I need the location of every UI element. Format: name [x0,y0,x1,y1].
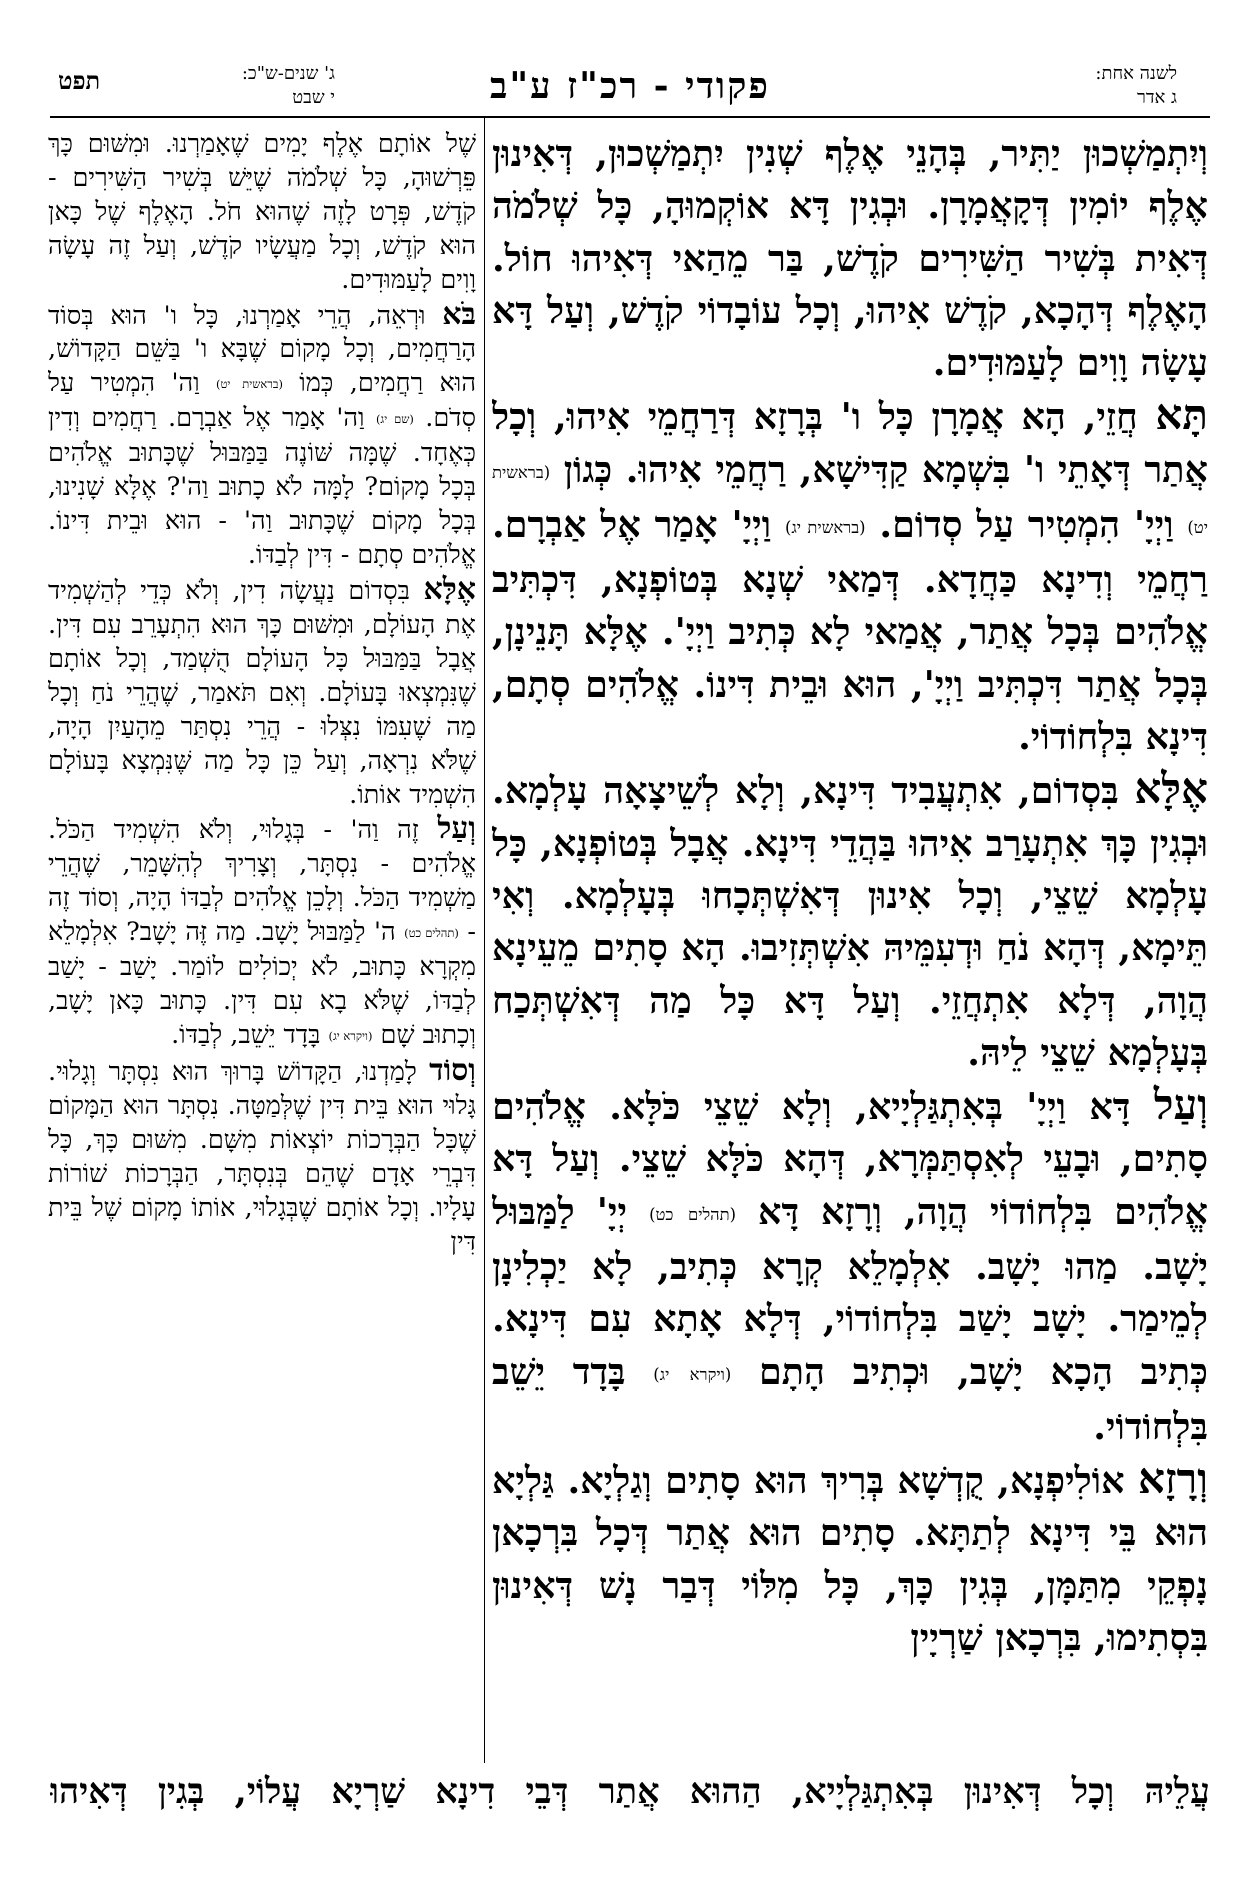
study-schedule-date: ג אדר [1137,87,1177,108]
source-reference: (בראשית יג) [784,517,866,537]
main-paragraph-2 [492,389,1208,763]
side-paragraph-2-lead: בֹּא [442,296,476,332]
header-divider [50,116,1210,118]
main-paragraph-2-text-a: חֲזֵי, הָא אֲמָרָן כָּל ו' בְּרָזָא דְּרַחֲמֵי אִיהוּ, וְכָל אֲתַר דְּאָתֵי ו' בִּשְׁמָא קַדִּישָׁא, רַחֲמֵי אִיהוּ. כְּגוֹן [492,395,1208,491]
side-paragraph-2 [48,298,476,574]
source-reference: (ויקרא יג) [653,1364,732,1384]
source-reference: (בראשית יט) [492,462,1208,537]
header-left-info [135,62,335,112]
side-paragraph-5 [48,1054,476,1259]
main-paragraph-5-text: אוֹלִיפְנָא, קֻדְשָׁא בְּרִיךְ הוּא סָתִים וְגַלְיָא. גַּלְיָא הוּא בֵּי דִּינָא לְתַתָּא. סָתִים הוּא אֲתַר דְּכָל בִּרְכָאן נָפְקֵי מִתַּמָּן, בְּגִין כָּךְ, כָּל מִלּוֹי דְּבַר נָשׁ דְּאִינוּן בִּסְתִימוּ, בִּרְכָאן שַׁרְיָין [492,1459,1208,1659]
page-number: תפט [58,66,101,95]
main-paragraph-3-lead: אֶלָּא [1134,764,1208,814]
main-paragraph-3 [492,763,1208,1079]
source-reference: (תהלים כט) [649,1204,737,1224]
study-schedule-date-alt: י שבט [292,87,335,108]
translation-column [48,128,476,1768]
source-reference: (תהלים כט) [404,926,459,941]
side-paragraph-2-text-a: וּרְאֵה, הֲרֵי אָמַרְנוּ, כָּל ו' הוּא בְּסוֹד הָרַחֲמִים, וְכָל מָקוֹם שֶׁבָּא ו' בַּשֵּׁם הַקָּדוֹשׁ, הוּא רַחֲמִים, כְּמוֹ [48,300,476,399]
header-right-info [1037,62,1177,112]
main-paragraph-2-text-b: וַיְיָ' הִמְטִיר עַל סְדוֹם. [865,502,1188,546]
study-schedule-label: לשנה אחת: [1095,63,1177,84]
main-paragraph-4-text-a: דָּא וַיְיָ' בְּאִתְגַּלְיָיא, וְלָא שֵׁצֵי כֹּלָּא. אֱלֹהִים סָתִים, וּבָעֵי לְאִסְתַּמְּרָא, דְּהָא כֹּלָּא שֵׁצֵי. וְעַל דָּא אֱלֹהִים בִּלְחוֹדוֹי הֲוָה, וְרָזָא דָּא [492,1085,1208,1233]
main-paragraph-2-lead: תָּא [1155,390,1208,440]
side-paragraph-4-text-a: זֶה וַה' - בְּגָלוּי, וְלֹא הִשְׁמִיד הַכֹּל. אֱלֹהִים - נִסְתָּר, וְצָרִיךְ לְהִשָּׁמֵר, שֶׁהֲרֵי מַשְׁמִיד הַכֹּל. וְלָכֵן אֱלֹהִים לְבַדּוֹ הָיָה, וְסוֹד זֶה - [48,815,476,948]
side-paragraph-3-lead: אֶלָּא [423,572,476,608]
side-paragraph-3 [48,573,476,812]
full-width-bottom-line: עֲלֵיהּ וְכָל דְּאִינוּן בְּאִתְגַּלְיָיא, הַהוּא אֲתַר דְּבֵי דִינָא שַׁרְיָא עֲלוֹי, בְּגִין דְּאִיהוּ [50,1771,1210,1812]
main-paragraph-1: וְיִתְמַשְׁכוּן יַתִּיר, בְּהָנֵי אֶלֶף שְׁנִין יִתְמַשְׁכוּן, דְּאִינוּן אֶלֶף יוֹמִין דְּקָאֲמָרָן. וּבְגִין דָּא אוֹקְמוּהָ, כָּל שְׁלֹמֹה דְּאִית בְּשִׁיר הַשִּׁירִים קֹדֶשׁ, בַּר מֵהַאי דְּאִיהוּ חוֹל. הָאֶלֶף דְּהָכָא, קֹדֶשׁ אִיהוּ, וְכָל עוֹבָדוֹי קֹדֶשׁ, וְעַל דָּא עָשָׂה וָוִים לָעַמּוּדִים. [492,132,1208,385]
source-reference: (בראשית יט) [216,377,283,392]
source-reference: (ויקרא יג) [328,1029,373,1044]
side-paragraph-4-text-b: ה' לַמַּבּוּל יָשָׁב. מַה זֶּה יָשָׁב? אִלְמָלֵא מִקְרָא כָּתוּב, לֹא יְכוֹלִים לוֹמַר. יָשַׁב - יָשַׁב לְבַדּוֹ, שֶׁלֹּא בָא עִם דִּין. כָּתוּב כָּאן יָשָׁב, וְכָתוּב שָׁם [48,917,476,1050]
main-paragraph-4 [492,1079,1208,1453]
main-paragraph-2-text-c: וַיְיָ' אָמַר אֶל אַבְרָם. רַחֲמֵי וְדִינָא כַּחֲדָא. דְּמַאי שְׁנָא בְּטוֹפְנָא, דִּכְתִּיב אֱלֹהִים בְּכָל אֲתַר, אֲמַאי לָא כְּתִיב וַיְיָ'. אֶלָּא תָּנֵינָן, בְּכָל אֲתַר דִּכְתִּיב וַיְיָ', הוּא וּבֵית דִּינוֹ. אֱלֹהִים סְתָם, דִּינָא בִּלְחוֹדוֹי. [492,502,1208,759]
main-paragraph-4-lead: וְעַל [1153,1080,1208,1130]
page-title: פקודי - רכ"ז ע"ב [490,65,770,107]
main-paragraph-5 [492,1453,1208,1664]
side-paragraph-1: שֶׁל אוֹתָם אֶלֶף יָמִים שֶׁאָמַרְנוּ. וּמִשּׁוּם כָּךְ פֵּרְשׁוּהָ, כָּל שְׁלֹמֹה שֶׁיֵּשׁ בְּשִׁיר הַשִּׁירִים - קֹדֶשׁ, פְּרָט לָזֶה שֶׁהוּא חֹל. הָאֶלֶף שֶׁל כָּאן הוּא קֹדֶשׁ, וְכָל מַעֲשָׂיו קֹדֶשׁ, וְעַל זֶה עָשָׂה וָוִים לָעַמּוּדִים. [48,129,476,295]
side-paragraph-2-text-c: וַה' אָמַר אֶל אַבְרָם. רַחֲמִים וְדִין כְּאֶחָד. שֶׁמָּה שּׁוֹנֶה בַּמַּבּוּל שֶׁכָּתוּב אֱלֹהִים בְּכָל מָקוֹם? לָמָּה לֹא כָתוּב וַה'? אֶלָּא שָׁנִינוּ, בְּכָל מָקוֹם שֶׁכָּתוּב וַה' - הוּא וּבֵית דִּינוֹ. אֱלֹהִים סְתָם - דִּין לְבַדּוֹ. [48,403,476,571]
source-reference: (שם יג) [375,412,414,427]
side-paragraph-4-text-c: בָּדָד יֵשֵׁב, לְבַדּוֹ. [171,1019,329,1050]
side-paragraph-2-text-b: וַה' הִמְטִיר עַל סְדֹם. [48,368,476,434]
main-paragraph-3-text: בִּסְדוֹם, אִתְעֲבִיד דִּינָא, וְלָא לְשֵׁיצָאָה עָלְמָא. וּבְגִין כָּךְ אִתְעָרַב אִיהוּ בַּהֲדֵי דִּינָא. אֲבָל בְּטוֹפְנָא, כָּל עָלְמָא שֵׁצֵי, וְכָל אִינוּן דְּאִשְׁתְּכָחוּ בְּעָלְמָא. וְאִי תֵּימָא, דְּהָא נֹחַ וּדְעִמֵּיהּ אִשְׁתְּזִיבוּ. הָא סָתִים מֵעֵינָא הֲוָה, דְּלָא אִתְחֲזֵי. וְעַל דָּא כָּל מַה דְּאִשְׁתְּכַח בְּעָלְמָא שֵׁצֵי לֵיהּ. [492,769,1208,1074]
side-paragraph-4 [48,812,476,1054]
study-schedule-label-alt: ג' שנים-ש"כ: [241,63,335,84]
column-divider [484,118,485,1763]
side-paragraph-4-lead: וְעַל [437,811,476,847]
main-paragraph-5-lead: וְרָזָא [1137,1454,1208,1504]
side-paragraph-5-lead: וְסוֹד [429,1053,476,1089]
side-paragraph-3-text: בִּסְדוֹם נַעֲשָׂה דִין, וְלֹא כְּדֵי לְהַשְׁמִיד אֶת הָעוֹלָם, וּמִשּׁוּם כָּךְ הוּא הִתְעָרֵב עִם דִּין. אֲבָל בַּמַּבּוּל כָּל הָעוֹלָם הֻשְׁמַד, וְכָל אוֹתָם שֶׁנִּמְצְאוּ בָּעוֹלָם. וְאִם תֹּאמַר, שֶׁהֲרֵי נֹחַ וְכָל מַה שֶׁעִמּוֹ נִצְּלוּ - הֲרֵי נִסְתַּר מֵהָעַיִן הָיָה, שֶׁלֹּא נִרְאָה, וְעַל כֵּן כָּל מַה שֶּׁנִּמְצָא בָּעוֹלָם הִשְׁמִיד אוֹתוֹ. [48,576,476,810]
main-paragraph-4-text-b: יְיָ' לַמַּבּוּל יָשָׁב. מַהוּ יָשָׁב. אִלְמָלֵא קְרָא כְּתִיב, לָא יַכְלִינָן לְמֵימַר. יָשָׁב יָשַׁב בִּלְחוֹדוֹי, דְּלָא אָתָא עִם דִּינָא. כְּתִיב הָכָא יָשָׁב, וּכְתִיב הָתָם [492,1189,1208,1393]
side-paragraph-5-text: לָמַדְנוּ, הַקָּדוֹשׁ בָּרוּךְ הוּא נִסְתָּר וְגָלוּי. גָּלוּי הוּא בֵּית דִּין שֶׁלְּמַטָּה. נִסְתָּר הוּא הַמָּקוֹם שֶׁכָּל הַבְּרָכוֹת יוֹצְאוֹת מִשָּׁם. מִשּׁוּם כָּךְ, כָּל דִּבְרֵי אָדָם שֶׁהֵם בְּנִסְתָּר, הַבְּרָכוֹת שׁוֹרוֹת עָלָיו. וְכָל אוֹתָם שֶׁבְּגָלוּי, אוֹתוֹ מָקוֹם שֶׁל בֵּית דִּין [48,1057,476,1257]
main-paragraph-4-text-c: בָּדָד יֵשֵׁב בִּלְחוֹדוֹי. [492,1349,1208,1448]
main-text-column [492,128,1208,1768]
